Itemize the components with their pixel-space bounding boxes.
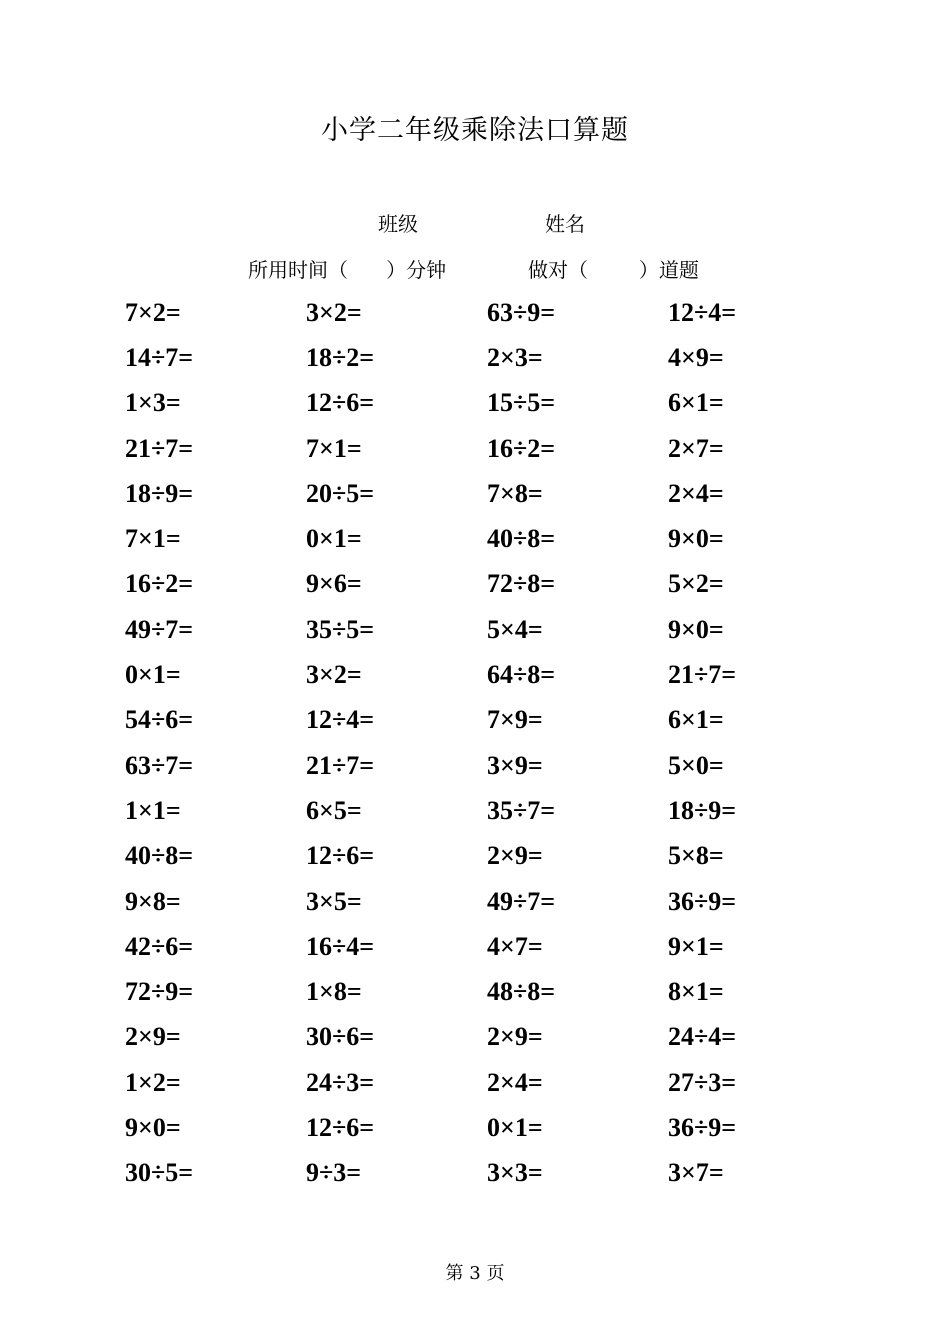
problem-item: 2×7= (668, 433, 724, 463)
problem-item: 5×2= (668, 569, 724, 599)
problem-item: 63÷9= (487, 297, 556, 327)
problem-row (125, 924, 865, 969)
problem-item: 15÷5= (487, 388, 556, 418)
problem-item: 14÷7= (125, 342, 194, 372)
problem-grid (125, 290, 865, 1196)
problem-item: 49÷7= (487, 886, 556, 916)
problem-item: 0×1= (125, 660, 181, 690)
problem-item: 3×9= (487, 750, 543, 780)
problem-item: 7×1= (125, 524, 181, 554)
problem-item: 24÷3= (306, 1067, 375, 1097)
name-label: 姓名 (545, 212, 585, 236)
problem-item: 8×1= (668, 977, 724, 1007)
problem-item: 2×9= (487, 1022, 543, 1052)
problem-item: 27÷3= (668, 1067, 737, 1097)
problem-item: 72÷8= (487, 569, 556, 599)
problem-row (125, 290, 865, 335)
problem-item: 18÷9= (668, 795, 737, 825)
problem-item: 6×5= (306, 795, 362, 825)
problem-item: 3×5= (306, 886, 362, 916)
problem-item: 21÷7= (668, 660, 737, 690)
problem-item: 6×1= (668, 705, 724, 735)
problem-item: 1×1= (125, 795, 181, 825)
problem-item: 35÷7= (487, 795, 556, 825)
problem-row (125, 652, 865, 697)
problem-item: 1×3= (125, 388, 181, 418)
problem-item: 18÷9= (125, 478, 194, 508)
problem-item: 0×1= (306, 524, 362, 554)
problem-item: 9×1= (668, 931, 724, 961)
problem-item: 9÷3= (306, 1158, 362, 1188)
problem-item: 40÷8= (487, 524, 556, 554)
problem-item: 63÷7= (125, 750, 194, 780)
problem-item: 5×0= (668, 750, 724, 780)
problem-item: 16÷2= (487, 433, 556, 463)
problem-row (125, 607, 865, 652)
problem-row (125, 1015, 865, 1060)
problem-row (125, 562, 865, 607)
problem-item: 1×2= (125, 1067, 181, 1097)
problem-item: 9×6= (306, 569, 362, 599)
problem-row (125, 471, 865, 516)
problem-item: 16÷2= (125, 569, 194, 599)
problem-item: 2×9= (125, 1022, 181, 1052)
problem-item: 12÷4= (306, 705, 375, 735)
problem-item: 5×4= (487, 614, 543, 644)
problem-row (125, 969, 865, 1014)
problem-item: 3×2= (306, 660, 362, 690)
problem-item: 1×8= (306, 977, 362, 1007)
problem-item: 42÷6= (125, 931, 194, 961)
problem-item: 9×0= (668, 524, 724, 554)
problem-row (125, 1060, 865, 1105)
problem-row (125, 698, 865, 743)
problem-item: 4×9= (668, 342, 724, 372)
problem-item: 4×7= (487, 931, 543, 961)
problem-item: 12÷6= (306, 1112, 375, 1142)
problem-item: 12÷6= (306, 388, 375, 418)
problem-item: 18÷2= (306, 342, 375, 372)
problem-item: 9×8= (125, 886, 181, 916)
problem-item: 3×7= (668, 1158, 724, 1188)
problem-item: 54÷6= (125, 705, 194, 735)
problem-item: 7×2= (125, 297, 181, 327)
problem-item: 35÷5= (306, 614, 375, 644)
problem-item: 12÷6= (306, 841, 375, 871)
problem-item: 3×2= (306, 297, 362, 327)
problem-row (125, 1151, 865, 1196)
class-label: 班级 (378, 212, 418, 236)
problem-item: 7×9= (487, 705, 543, 735)
problem-row (125, 1105, 865, 1150)
problem-item: 40÷8= (125, 841, 194, 871)
time-used-label: 所用时间（ ）分钟 (248, 258, 447, 282)
problem-item: 49÷7= (125, 614, 194, 644)
problem-item: 72÷9= (125, 977, 194, 1007)
problem-item: 24÷4= (668, 1022, 737, 1052)
problem-row (125, 879, 865, 924)
problem-item: 9×0= (125, 1112, 181, 1142)
problem-item: 2×9= (487, 841, 543, 871)
problem-item: 21÷7= (125, 433, 194, 463)
problem-row (125, 335, 865, 380)
problem-item: 2×4= (668, 478, 724, 508)
problem-item: 36÷9= (668, 886, 737, 916)
page-title: 小学二年级乘除法口算题 (321, 115, 629, 146)
problem-item: 3×3= (487, 1158, 543, 1188)
problem-item: 0×1= (487, 1112, 543, 1142)
problem-item: 7×1= (306, 433, 362, 463)
problem-item: 2×3= (487, 342, 543, 372)
problem-row (125, 426, 865, 471)
problem-item: 6×1= (668, 388, 724, 418)
problem-item: 64÷8= (487, 660, 556, 690)
problem-item: 5×8= (668, 841, 724, 871)
problem-item: 20÷5= (306, 478, 375, 508)
problem-item: 16÷4= (306, 931, 375, 961)
problem-item: 21÷7= (306, 750, 375, 780)
problem-item: 9×0= (668, 614, 724, 644)
problem-item: 7×8= (487, 478, 543, 508)
problem-item: 36÷9= (668, 1112, 737, 1142)
problem-row (125, 834, 865, 879)
problem-item: 30÷5= (125, 1158, 194, 1188)
problem-item: 30÷6= (306, 1022, 375, 1052)
problem-item: 48÷8= (487, 977, 556, 1007)
problem-row (125, 788, 865, 833)
page-number: 第 3 页 (445, 1263, 505, 1284)
problem-row (125, 516, 865, 561)
problem-row (125, 743, 865, 788)
problem-item: 12÷4= (668, 297, 737, 327)
problem-row (125, 381, 865, 426)
correct-count-label: 做对（ ）道题 (528, 258, 699, 282)
problem-item: 2×4= (487, 1067, 543, 1097)
